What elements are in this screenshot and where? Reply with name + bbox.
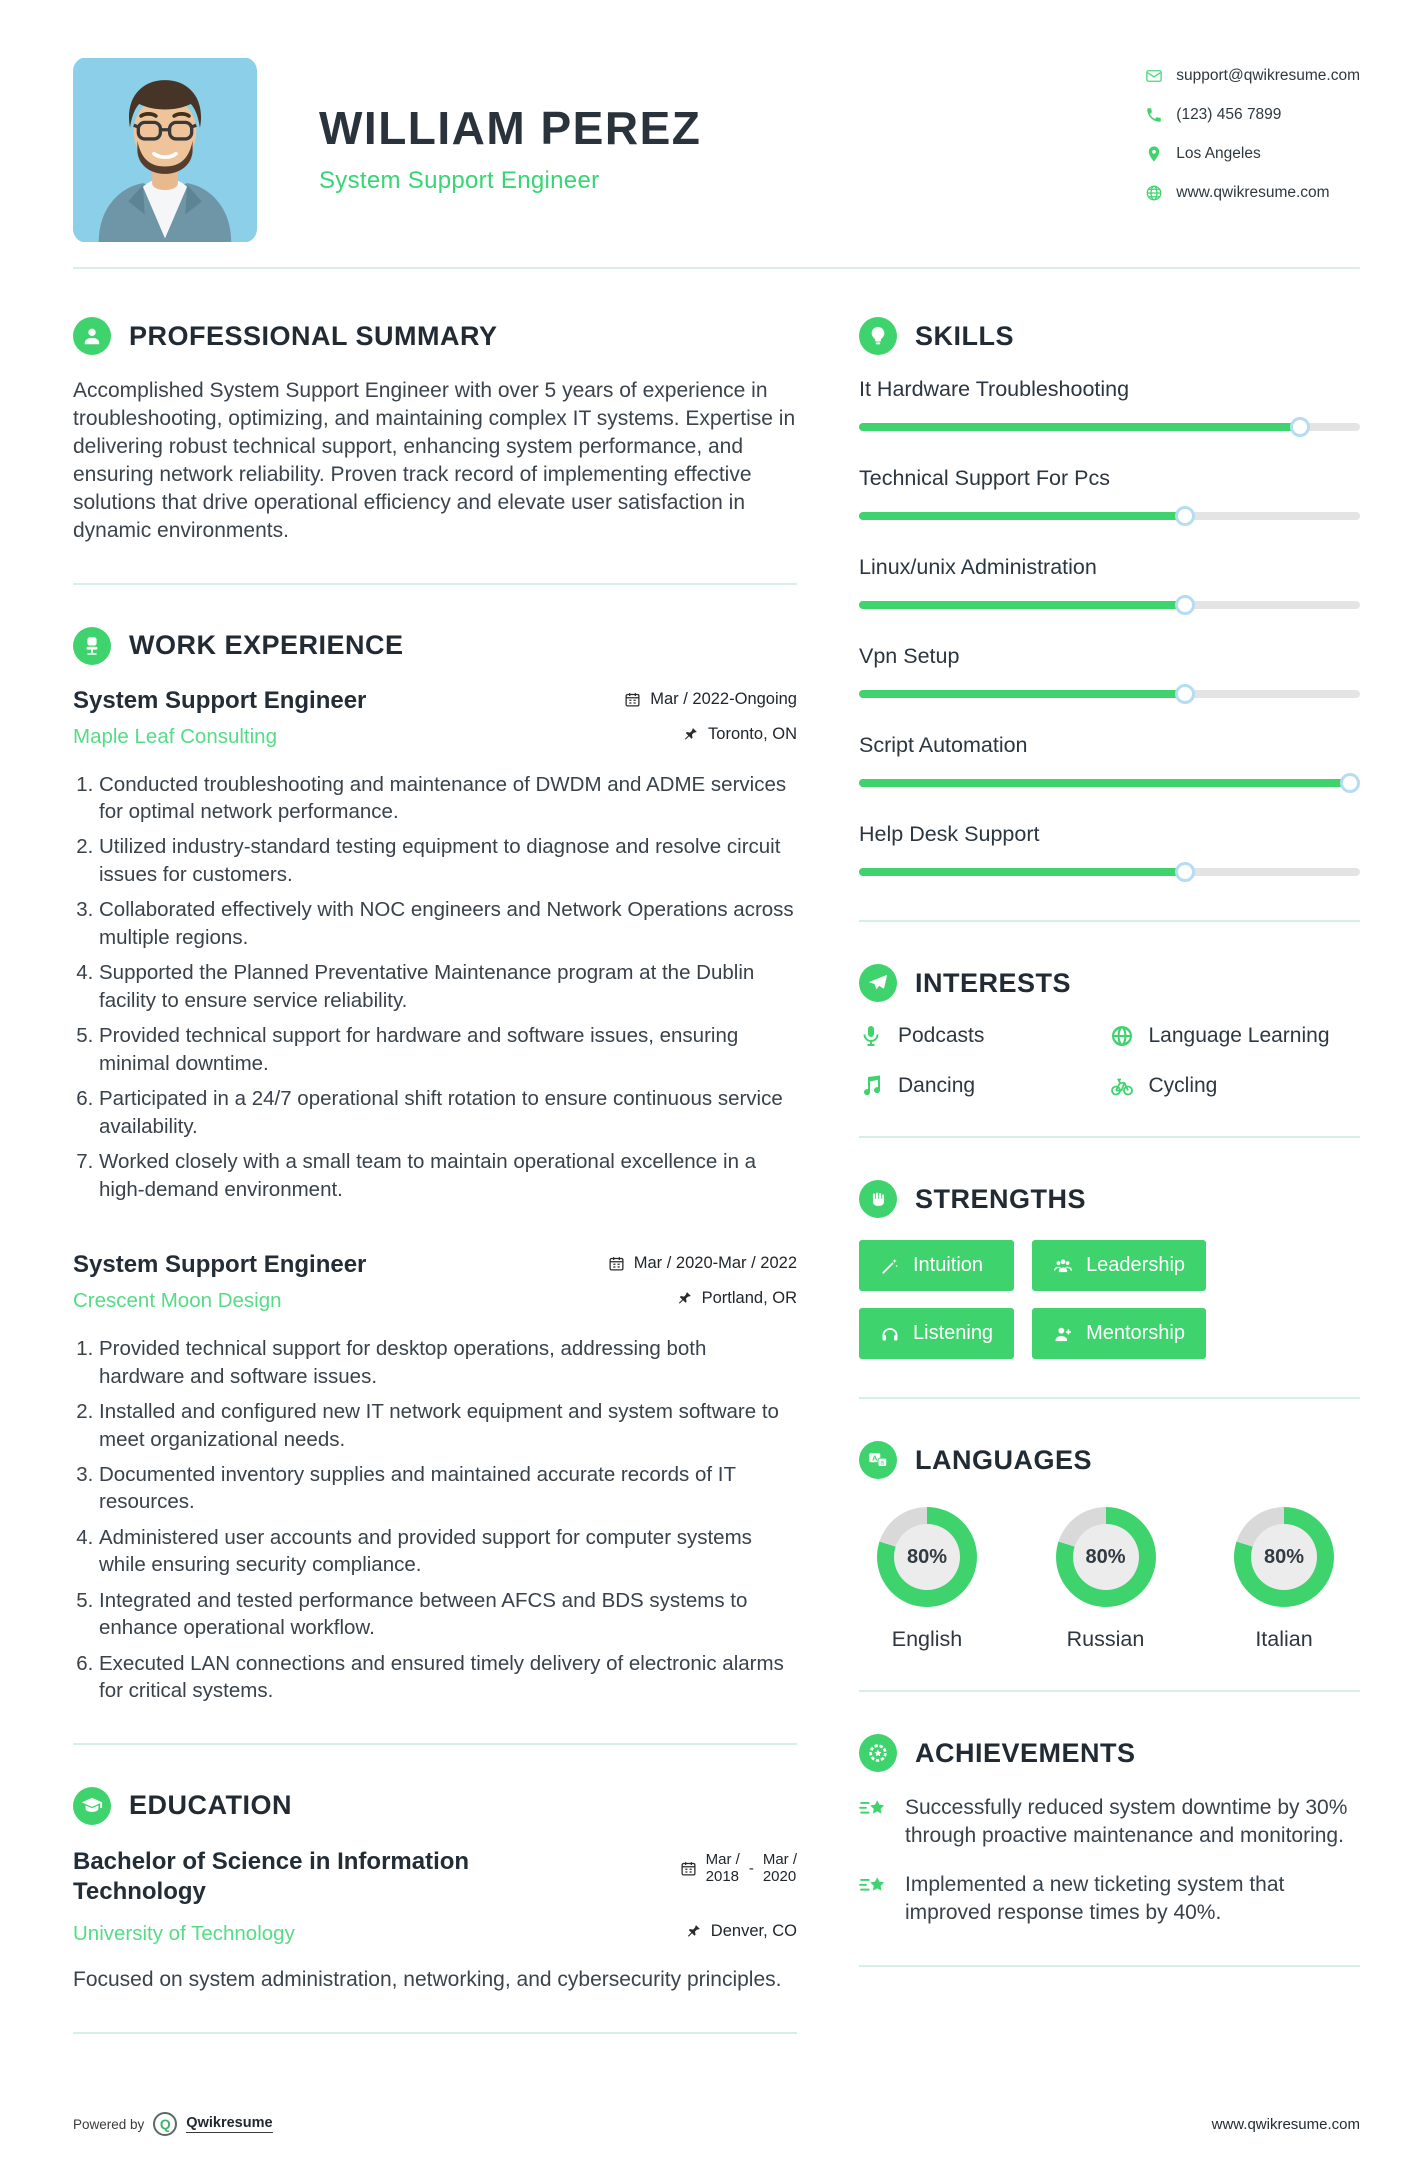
slider-knob[interactable] <box>1340 773 1360 793</box>
language-percent: 80% <box>1251 1524 1317 1590</box>
interests-grid <box>859 1024 1360 1098</box>
interest-item <box>859 1024 1110 1048</box>
interest-item <box>859 1074 1110 1098</box>
experience-bullet: 2. Installed and configured new IT network equipment and system software to meet organizational needs. <box>99 1398 797 1453</box>
summary-section-header <box>73 317 797 355</box>
skill-label: Script Automation <box>859 733 1028 757</box>
skill-slider[interactable] <box>859 595 1360 615</box>
achievement-text: Successfully reduced system downtime by 30% through proactive maintenance and monitoring. <box>905 1796 1348 1847</box>
language-item <box>861 1507 993 1652</box>
footer-website-link[interactable]: www.qwikresume.com <box>1211 2115 1360 2133</box>
interests-heading: INTERESTS <box>915 967 1072 998</box>
language-item <box>1218 1507 1350 1652</box>
calendar-icon <box>608 1255 625 1272</box>
education-section-header <box>73 1787 797 1825</box>
experience-bullet: 6. Executed LAN connections and ensured timely delivery of electronic alarms for critical systems. <box>99 1650 797 1705</box>
skill-slider[interactable] <box>859 506 1360 526</box>
education-heading: EDUCATION <box>129 1790 292 1821</box>
candidate-title: System Support Engineer <box>319 167 600 194</box>
strengths-heading: STRENGTHS <box>915 1183 1087 1214</box>
skill-item <box>859 555 1360 615</box>
strengths-section-header <box>859 1180 1360 1218</box>
experience-bullet: 1. Provided technical support for desktop operations, addressing both hardware and software issues. <box>99 1335 797 1390</box>
skill-item <box>859 377 1360 437</box>
section-divider <box>859 920 1360 922</box>
interest-label: Cycling <box>1148 1074 1218 1097</box>
shooting-star-icon <box>859 1794 889 1822</box>
strength-badge-mentorship[interactable] <box>1032 1308 1206 1359</box>
language-label: Russian <box>1066 1627 1145 1651</box>
powered-by <box>73 2112 273 2136</box>
experience-bullet: 1. Conducted troubleshooting and maintenance of DWDM and ADME services for optimal network performance. <box>99 771 797 826</box>
experience-bullet: 2. Utilized industry-standard testing equipment to diagnose and resolve circuit issues for customers. <box>99 833 797 888</box>
language-donut-chart <box>1234 1507 1334 1607</box>
skill-item <box>859 466 1360 526</box>
language-donut-chart <box>877 1507 977 1607</box>
candidate-name: WILLIAM PEREZ <box>319 102 702 154</box>
date-separator: - <box>748 1859 754 1877</box>
experience-bullet: 6. Participated in a 24/7 operational shift rotation to ensure continuous service availability. <box>99 1085 797 1140</box>
languages-section-header <box>859 1441 1360 1479</box>
header <box>73 57 1360 243</box>
strength-badge-listening[interactable] <box>859 1308 1014 1359</box>
slider-knob[interactable] <box>1175 595 1195 615</box>
skill-slider[interactable] <box>859 862 1360 882</box>
school-name: University of Technology <box>73 1922 295 1946</box>
job-bullet-list <box>73 1335 797 1705</box>
skill-label: It Hardware Troubleshooting <box>859 377 1130 401</box>
achievement-item <box>859 1794 1360 1849</box>
user-icon <box>73 317 111 355</box>
contact-email[interactable] <box>1145 67 1360 85</box>
achievements-section-header <box>859 1734 1360 1772</box>
contact-email-text: support@qwikresume.com <box>1176 67 1360 84</box>
slider-knob[interactable] <box>1175 684 1195 704</box>
experience-bullet: 5. Provided technical support for hardware and software issues, ensuring minimal downtime. <box>99 1022 797 1077</box>
lightbulb-icon <box>859 317 897 355</box>
language-item <box>1040 1507 1172 1652</box>
skill-label: Help Desk Support <box>859 822 1040 846</box>
office-chair-icon <box>73 627 111 665</box>
section-divider <box>859 1965 1360 1967</box>
job-date: Mar / 2020-Mar / 2022 <box>608 1254 797 1273</box>
skill-label: Linux/unix Administration <box>859 555 1097 579</box>
experience-bullet: 7. Worked closely with a small team to maintain operational excellence in a high-demand environment. <box>99 1148 797 1203</box>
globe-icon <box>1110 1024 1134 1048</box>
qwikresume-brand-link[interactable]: Qwikresume <box>186 2115 273 2132</box>
slider-knob[interactable] <box>1175 506 1195 526</box>
calendar-icon <box>680 1860 697 1877</box>
svg-text:a: a <box>880 1460 884 1467</box>
section-divider <box>859 1397 1360 1399</box>
location-icon <box>1145 145 1163 163</box>
strength-label: Leadership <box>1086 1254 1186 1276</box>
translate-icon <box>859 1441 897 1479</box>
strengths-grid <box>859 1240 1360 1359</box>
pushpin-icon <box>676 1290 693 1307</box>
experience-bullet: 5. Integrated and tested performance between AFCS and BDS systems to enhance operational workflow. <box>99 1587 797 1642</box>
qwikresume-logo: Q <box>153 2112 177 2136</box>
job-location: Portland, OR <box>676 1289 797 1308</box>
contact-location <box>1145 145 1360 163</box>
skill-item <box>859 644 1360 704</box>
phone-icon <box>1145 106 1163 124</box>
contact-phone-text: (123) 456 7899 <box>1176 106 1282 123</box>
interest-item <box>1110 1024 1361 1048</box>
section-divider <box>73 2032 797 2034</box>
language-percent: 80% <box>894 1524 960 1590</box>
experience-bullet: 3. Documented inventory supplies and maintained accurate records of IT resources. <box>99 1461 797 1516</box>
skill-label: Vpn Setup <box>859 644 960 668</box>
skill-slider[interactable] <box>859 684 1360 704</box>
experience-bullet: 4. Supported the Planned Preventative Maintenance program at the Dublin facility to ensure service reliability. <box>99 959 797 1014</box>
summary-text: Accomplished System Support Engineer with over 5 years of experience in troubleshooting, optimizing, and maintaining complex IT systems. Expertise in delivering robust technical support, enhancing system performance, and ensuring network reliability. Proven track record of implementing effective solutions that drive operational efficiency and elevate user satisfaction in dynamic environments. <box>73 379 796 542</box>
strength-label: Mentorship <box>1086 1322 1185 1344</box>
contact-location-text: Los Angeles <box>1176 145 1261 162</box>
profile-photo-illustration <box>73 57 257 243</box>
section-divider <box>859 1136 1360 1138</box>
profile-photo <box>73 57 257 243</box>
magic-wand-icon <box>880 1256 900 1276</box>
graduation-cap-icon <box>73 1787 111 1825</box>
shooting-star-icon <box>859 1871 889 1899</box>
contact-phone <box>1145 106 1360 124</box>
user-plus-icon <box>1053 1324 1073 1344</box>
contact-website[interactable] <box>1145 184 1360 202</box>
headphones-icon <box>880 1324 900 1344</box>
experience-bullet: 4. Administered user accounts and provided support for computer systems while ensuring security compliance. <box>99 1524 797 1579</box>
skill-slider[interactable] <box>859 417 1360 437</box>
skills-section-header <box>859 317 1360 355</box>
music-note-icon <box>859 1074 883 1098</box>
language-label: English <box>891 1627 963 1651</box>
company-name: Maple Leaf Consulting <box>73 724 277 748</box>
language-donut-chart <box>1056 1507 1156 1607</box>
slider-knob[interactable] <box>1175 862 1195 882</box>
powered-by-text: Powered by <box>73 2116 145 2132</box>
work-section-header <box>73 627 797 665</box>
contact-block <box>1145 57 1360 202</box>
interest-label: Dancing <box>898 1074 976 1097</box>
skill-item <box>859 733 1360 793</box>
skill-slider[interactable] <box>859 773 1360 793</box>
strength-label: Intuition <box>913 1254 984 1276</box>
strength-badge-leadership[interactable] <box>1032 1240 1206 1291</box>
achievement-text: Implemented a new ticketing system that improved response times by 40%. <box>905 1873 1285 1925</box>
interest-label: Language Learning <box>1148 1024 1330 1047</box>
slider-knob[interactable] <box>1290 417 1310 437</box>
summary-heading: PROFESSIONAL SUMMARY <box>129 320 498 351</box>
job-entry <box>73 687 797 1204</box>
globe-icon <box>1145 184 1163 202</box>
interests-section-header <box>859 964 1360 1002</box>
bicycle-icon <box>1110 1074 1134 1098</box>
paper-plane-icon <box>859 964 897 1002</box>
section-divider <box>73 583 797 585</box>
achievements-heading: ACHIEVEMENTS <box>915 1737 1136 1768</box>
strength-label: Listening <box>913 1322 994 1344</box>
degree-title: Bachelor of Science in Information Technology <box>73 1847 470 1906</box>
company-name: Crescent Moon Design <box>73 1289 282 1313</box>
calendar-icon <box>624 691 641 708</box>
job-title: System Support Engineer <box>73 686 367 714</box>
skill-item <box>859 822 1360 882</box>
left-column <box>73 317 797 2076</box>
svg-text:A: A <box>872 1453 878 1463</box>
job-title: System Support Engineer <box>73 1251 367 1279</box>
right-column <box>859 317 1360 2009</box>
job-bullet-list <box>73 771 797 1204</box>
contact-website-text: www.qwikresume.com <box>1176 184 1330 201</box>
pushpin-icon <box>682 726 699 743</box>
skills-heading: SKILLS <box>915 320 1015 351</box>
languages-heading: LANGUAGES <box>915 1444 1093 1475</box>
education-location: Denver, CO <box>685 1922 797 1941</box>
pushpin-icon <box>685 1923 702 1940</box>
skill-label: Technical Support For Pcs <box>859 466 1110 490</box>
language-percent: 80% <box>1073 1524 1139 1590</box>
section-divider <box>859 1690 1360 1692</box>
experience-bullet: 3. Collaborated effectively with NOC engineers and Network Operations across multiple regions. <box>99 896 797 951</box>
header-divider <box>73 267 1360 269</box>
fist-icon <box>859 1180 897 1218</box>
footer <box>73 2076 1360 2136</box>
team-icon <box>1053 1256 1073 1276</box>
interest-item <box>1110 1074 1361 1098</box>
job-location: Toronto, ON <box>682 725 797 744</box>
languages-row <box>859 1501 1360 1652</box>
award-icon <box>859 1734 897 1772</box>
achievement-item <box>859 1871 1360 1926</box>
strength-badge-intuition[interactable] <box>859 1240 1014 1291</box>
language-label: Italian <box>1255 1627 1313 1651</box>
education-description: Focused on system administration, networking, and cybersecurity principles. <box>73 1968 782 1992</box>
email-icon <box>1145 67 1163 85</box>
interest-label: Podcasts <box>898 1024 985 1047</box>
microphone-icon <box>859 1024 883 1048</box>
section-divider <box>73 1743 797 1745</box>
work-heading: WORK EXPERIENCE <box>129 630 404 661</box>
education-date: Mar / 2018 - Mar / 2020 <box>680 1847 797 1886</box>
job-date: Mar / 2022-Ongoing <box>624 690 797 709</box>
job-entry <box>73 1251 797 1705</box>
